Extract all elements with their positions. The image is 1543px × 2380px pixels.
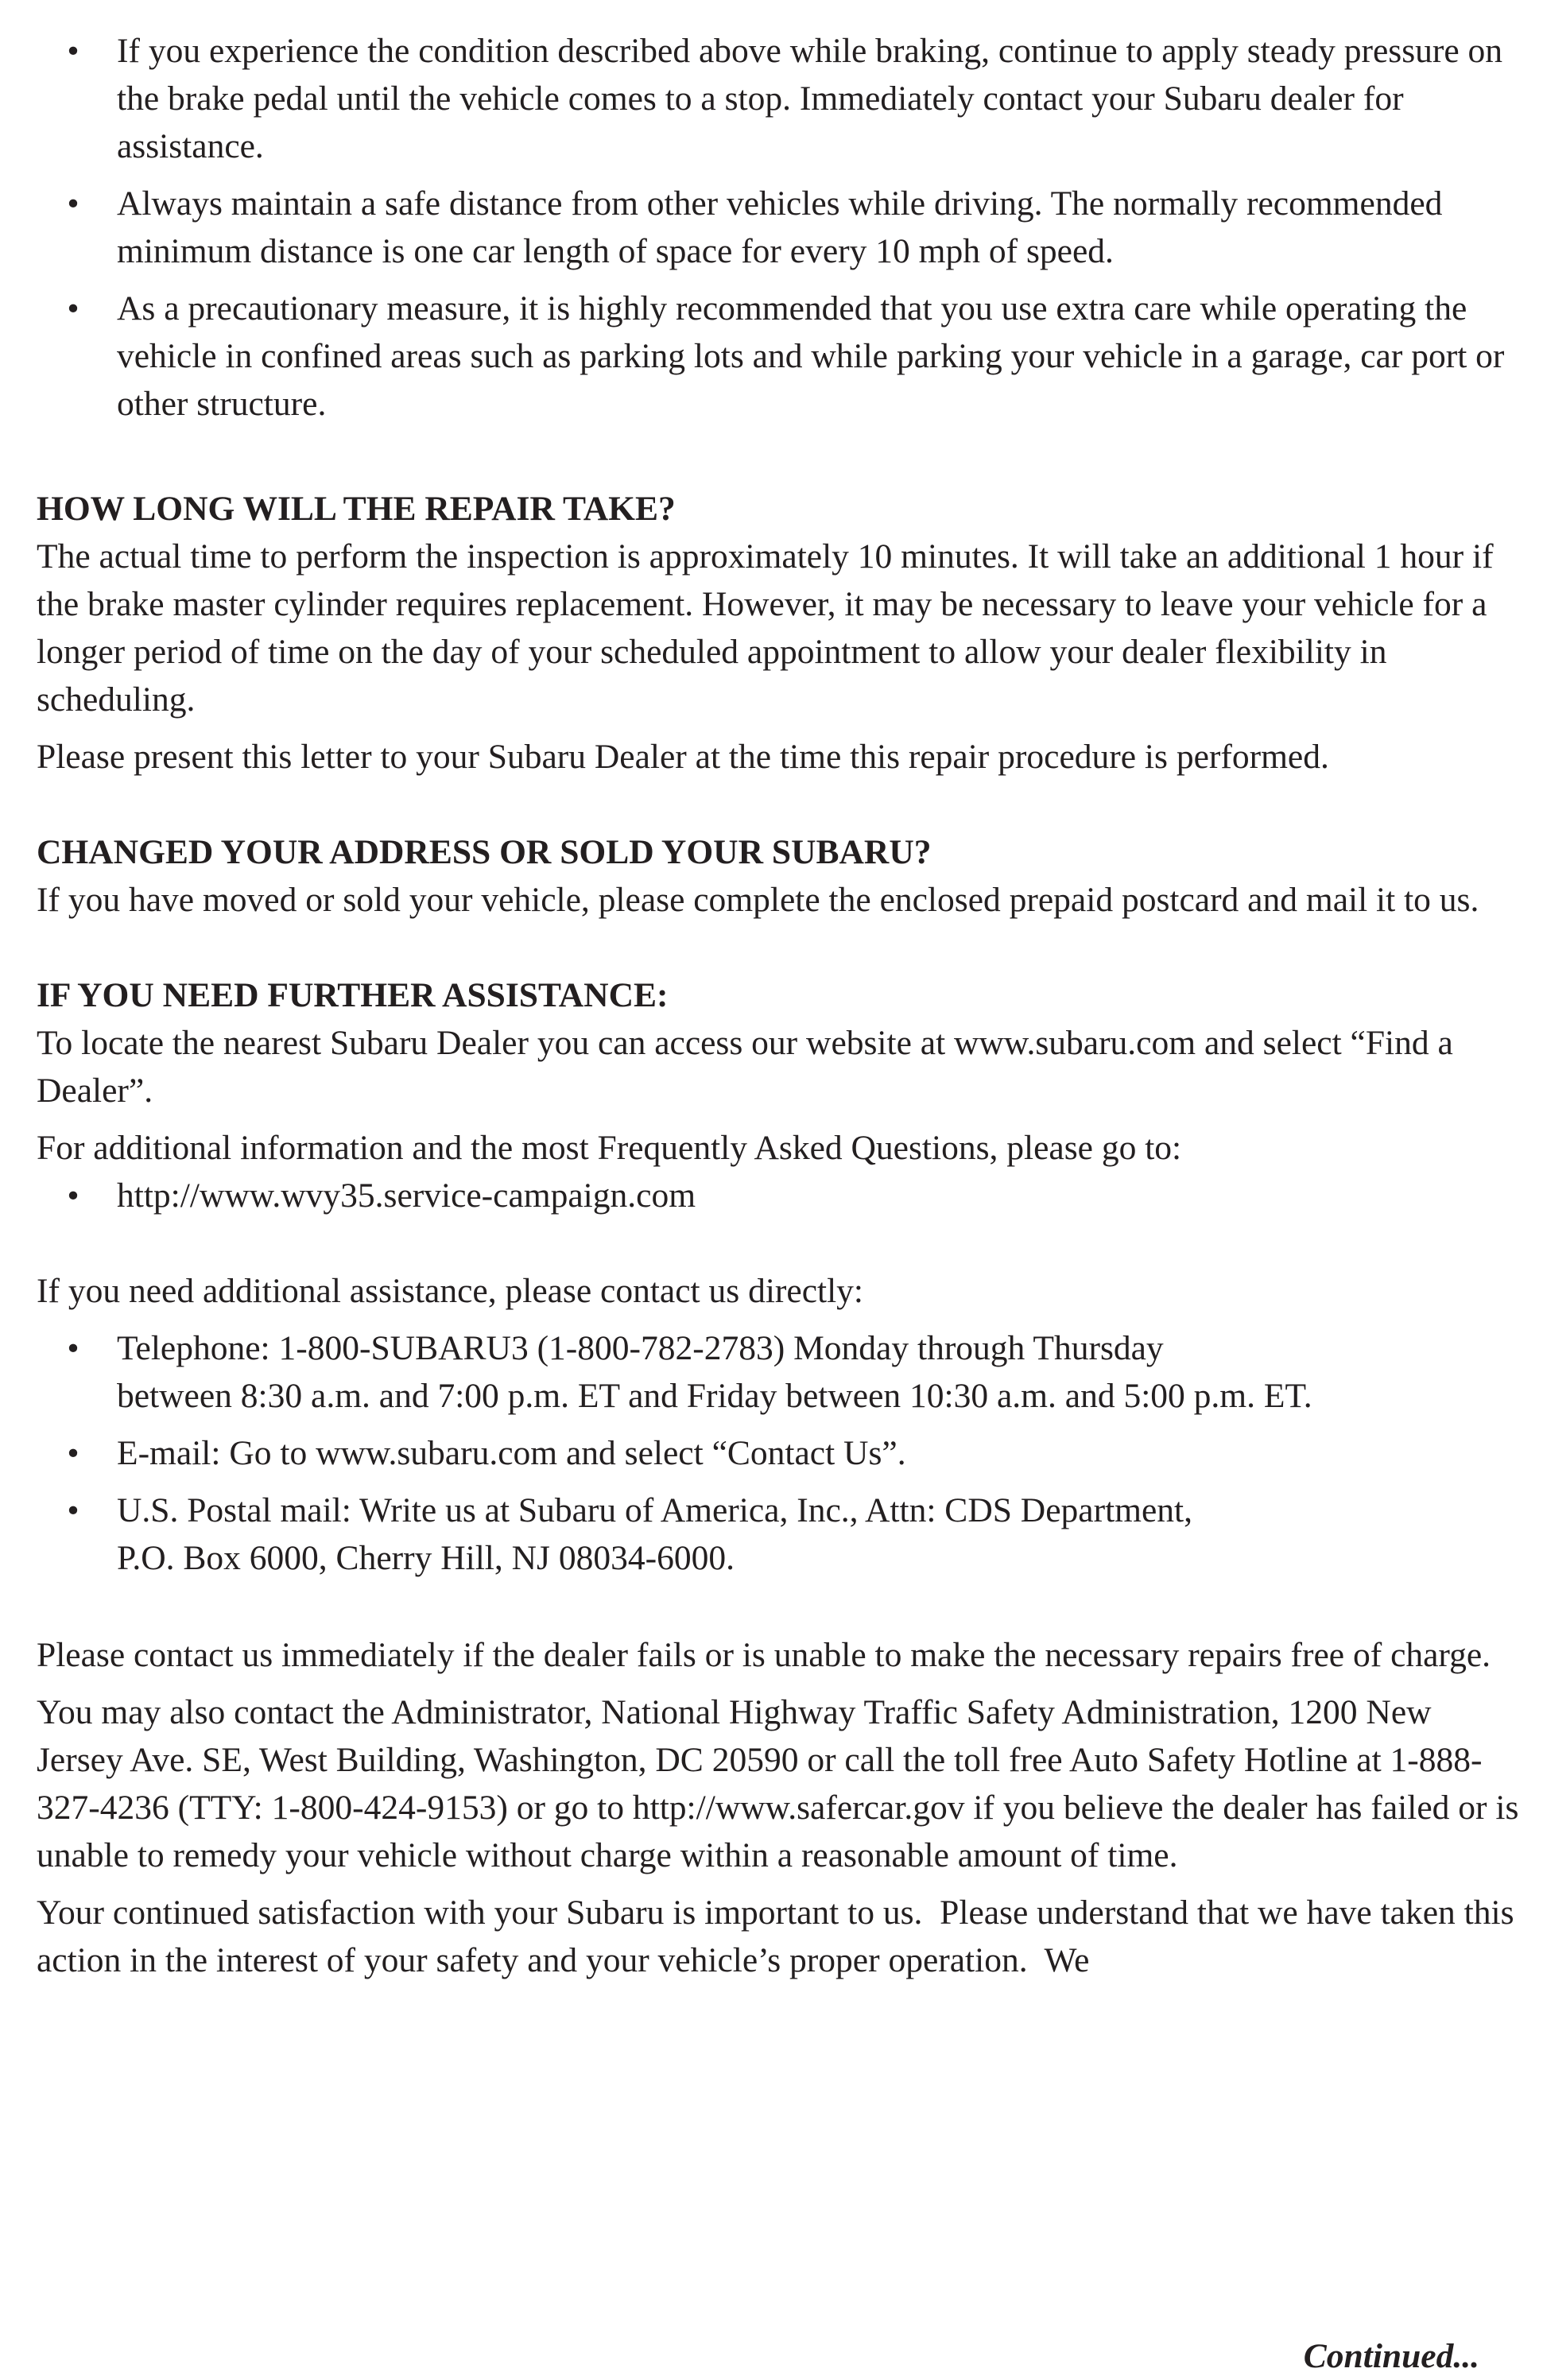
bullet-icon: •: [67, 32, 79, 70]
contact-intro-paragraph: If you need additional assistance, please contact us directly:: [37, 1272, 864, 1310]
present-letter-paragraph: Please present this letter to your Subaru Dealer at the time this repair procedure is performed.: [37, 738, 1329, 776]
email-text: E-mail: Go to www.subaru.com and select “Contact Us”.: [117, 1434, 906, 1472]
telephone-line-2: between 8:30 a.m. and 7:00 p.m. ET and Friday between 10:30 a.m. and 5:00 p.m. ET.: [117, 1377, 1312, 1415]
address-heading: CHANGED YOUR ADDRESS OR SOLD YOUR SUBARU?: [37, 833, 932, 871]
intro-bullet-list: [37, 27, 1525, 428]
bullet-icon: •: [67, 184, 79, 223]
bullet-text: As a precautionary measure, it is highly recommended that you use extra care while operating the vehicle in confined areas such as parking lots and while parking your vehicle in a garage, car port or other structure.: [117, 289, 1505, 423]
bullet-icon: •: [67, 1491, 79, 1529]
telephone-line-1: Telephone: 1-800-SUBARU3 (1-800-782-2783) Monday through Thursday: [117, 1329, 1164, 1367]
postal-line-2: P.O. Box 6000, Cherry Hill, NJ 08034-6000.: [117, 1539, 735, 1577]
bullet-text: Always maintain a safe distance from other vehicles while driving. The normally recommended minimum distance is one car length of space for every 10 mph of speed.: [117, 184, 1443, 270]
list-item: [37, 1487, 1525, 1582]
address-paragraph: If you have moved or sold your vehicle, please complete the enclosed prepaid postcard and mail it to us.: [37, 881, 1479, 919]
bullet-icon: •: [67, 1434, 79, 1472]
bullet-text: If you experience the condition described above while braking, continue to apply steady pressure on the brake pedal until the vehicle comes to a stop. Immediately contact your Subaru dealer for assistance.: [117, 32, 1503, 165]
nhtsa-paragraph: You may also contact the Administrator, National Highway Traffic Safety Administration, 1200 New Jersey Ave. SE, West Building, Washington, DC 20590 or call the toll free Auto Safety Hotline at 1-888-327-4236 (TTY: 1-800-424-9153) or go to http://www.safercar.gov if you believe the dealer has failed or is unable to remedy your vehicle without charge within a reasonable amount of time.: [37, 1693, 1519, 1874]
bullet-icon: •: [67, 1176, 79, 1215]
satisfaction-paragraph: Your continued satisfaction with your Subaru is important to us. Please understand that we have taken this action in the interest of your safety and your vehicle’s proper operation. We: [37, 1894, 1514, 1979]
list-item: [37, 27, 1525, 170]
repair-heading: HOW LONG WILL THE REPAIR TAKE?: [37, 490, 676, 528]
list-item: [37, 1324, 1525, 1420]
faq-paragraph: For additional information and the most Frequently Asked Questions, please go to:: [37, 1129, 1182, 1167]
dealer-locator-paragraph: To locate the nearest Subaru Dealer you can access our website at www.subaru.com and select “Find a Dealer”.: [37, 1024, 1453, 1110]
continued-label: Continued...: [1303, 2337, 1479, 2375]
faq-link-list: [37, 1172, 1525, 1219]
list-item: [37, 285, 1525, 428]
list-item: [37, 1172, 1525, 1219]
campaign-link[interactable]: http://www.wvy35.service-campaign.com: [117, 1176, 696, 1215]
list-item: [37, 180, 1525, 275]
assistance-heading: IF YOU NEED FURTHER ASSISTANCE:: [37, 976, 669, 1014]
postal-line-1: U.S. Postal mail: Write us at Subaru of America, Inc., Attn: CDS Department,: [117, 1491, 1193, 1529]
list-item: [37, 1429, 1525, 1477]
repair-paragraph: The actual time to perform the inspection is approximately 10 minutes. It will take an additional 1 hour if the brake master cylinder requires replacement. However, it may be necessary to leave your vehicle for a longer period of time on the day of your scheduled appointment to allow your dealer flexibility in scheduling.: [37, 537, 1494, 719]
contact-list: [37, 1324, 1525, 1582]
document-page: [37, 27, 1525, 1984]
bullet-icon: •: [67, 1329, 79, 1367]
dealer-fails-paragraph: Please contact us immediately if the dealer fails or is unable to make the necessary repairs free of charge.: [37, 1636, 1491, 1674]
bullet-icon: •: [67, 289, 79, 328]
